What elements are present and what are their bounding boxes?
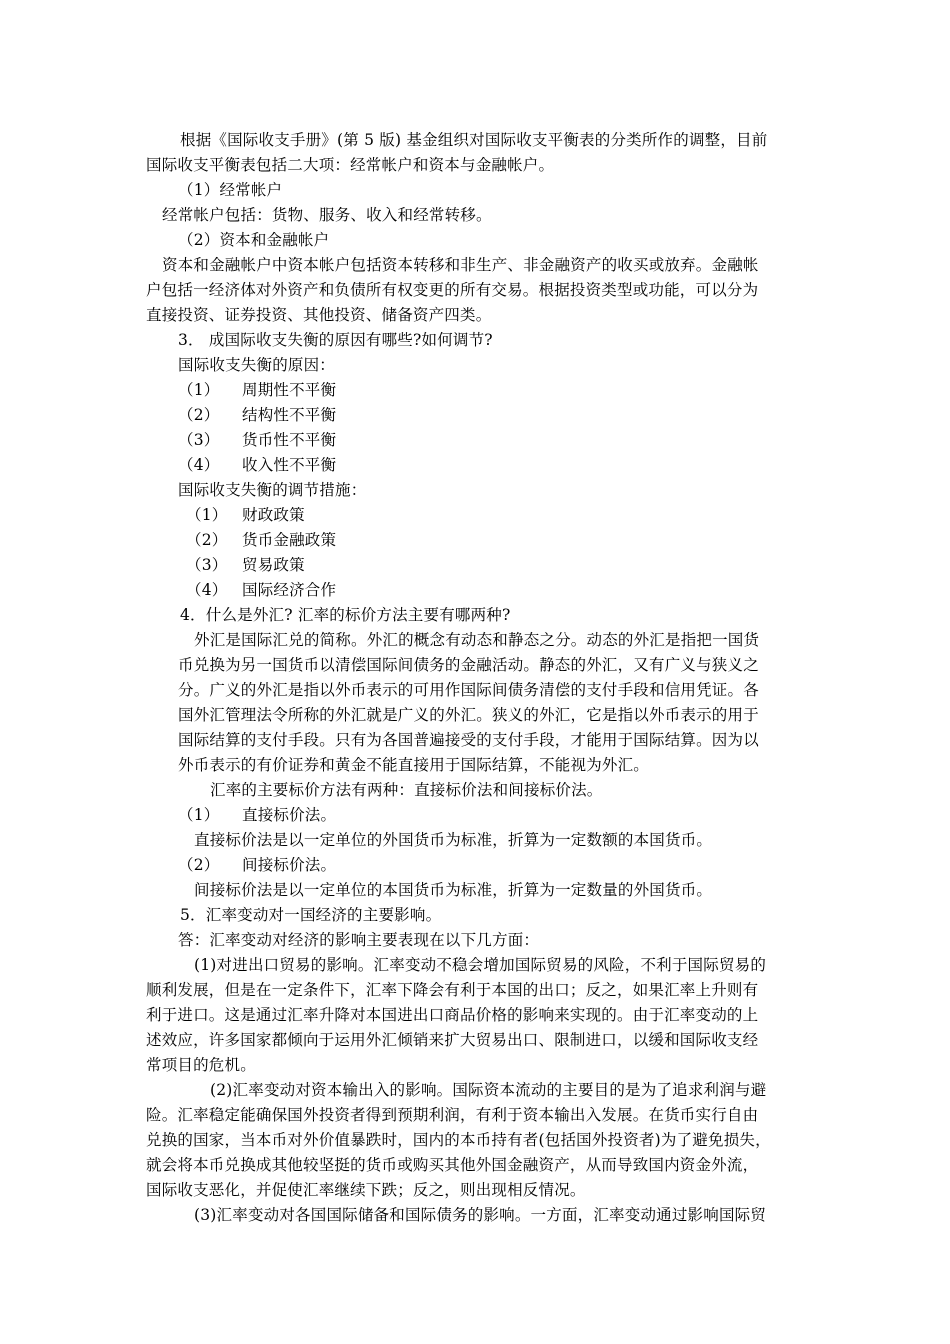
question-title: 5．汇率变动对一国经济的主要影响。 — [180, 906, 442, 924]
question-title: 4．什么是外汇? 汇率的标价方法主要有哪两种? — [180, 606, 511, 624]
list-item-text: 周期性不平衡 — [242, 381, 337, 399]
list-item-text: 收入性不平衡 — [242, 456, 337, 474]
paragraph-line: 国外汇管理法令所称的外汇就是广义的外汇。狭义的外汇，它是指以外币表示的用于 — [178, 706, 759, 724]
paragraph-line: 汇率的主要标价方法有两种：直接标价法和间接标价法。 — [210, 781, 603, 799]
list-item-number: （4） — [186, 581, 228, 599]
paragraph-line: 外币表示的有价证券和黄金不能直接用于国际结算，不能视为外汇。 — [178, 756, 650, 774]
paragraph-line: (1)对进出口贸易的影响。汇率变动不稳会增加国际贸易的风险，不利于国际贸易的 — [194, 956, 767, 974]
answer-intro: 答：汇率变动对经济的影响主要表现在以下几方面： — [178, 931, 540, 949]
list-item-number: （1） — [178, 381, 220, 399]
list-item-number: （2） — [178, 406, 220, 424]
paragraph-line: 币兑换为另一国货币以清偿国际间债务的金融活动。静态的外汇，又有广义与狭义之 — [178, 656, 759, 674]
list-item-text: 间接标价法。 — [242, 856, 337, 874]
list-item-text: 货币性不平衡 — [242, 431, 337, 449]
list-item — [178, 428, 336, 453]
paragraph-line: 经常帐户包括：货物、服务、收入和经常转移。 — [162, 206, 492, 224]
paragraph-line: 兑换的国家，当本币对外价值暴跌时，国内的本币持有者(包括国外投资者)为了避免损失， — [146, 1131, 771, 1149]
paragraph-line: 间接标价法是以一定单位的本国货币为标准，折算为一定数量的外国货币。 — [194, 881, 713, 899]
list-item-number: （4） — [178, 456, 220, 474]
paragraph-line: 根据《国际收支手册》(第 5 版) 基金组织对国际收支平衡表的分类所作的调整，目前 — [180, 131, 768, 149]
paragraph-line: 利于进口。这是通过汇率升降对本国进出口商品价格的影响来实现的。由于汇率变动的上 — [146, 1006, 759, 1024]
paragraph-line: 直接投资、证券投资、其他投资、储备资产四类。 — [146, 306, 492, 324]
paragraph-line: 顺利发展，但是在一定条件下，汇率下降会有利于本国的出口；反之，如果汇率上升则有 — [146, 981, 759, 999]
paragraph-line: 分。广义的外汇是指以外币表示的可用作国际间债务清偿的支付手段和信用凭证。各 — [178, 681, 759, 699]
list-item-text: 结构性不平衡 — [242, 406, 337, 424]
paragraph-line: 外汇是国际汇兑的简称。外汇的概念有动态和静态之分。动态的外汇是指把一国货 — [194, 631, 760, 649]
list-item — [178, 403, 336, 428]
list-item — [186, 503, 305, 528]
list-item-text: 国际经济合作 — [242, 581, 337, 599]
list-item — [178, 803, 336, 828]
paragraph-line: 资本和金融帐户中资本帐户包括资本转移和非生产、非金融资产的收买或放弃。金融帐 — [162, 256, 759, 274]
list-item-text: 贸易政策 — [242, 556, 305, 574]
list-item-number: （2） — [178, 856, 220, 874]
list-item-text: 货币金融政策 — [242, 531, 337, 549]
list-heading: 国际收支失衡的原因： — [178, 356, 336, 374]
paragraph-line: 户包括一经济体对外资产和负债所有权变更的所有交易。根据投资类型或功能，可以分为 — [146, 281, 759, 299]
paragraph-line: 述效应，许多国家都倾向于运用外汇倾销来扩大贸易出口、限制进口，以缓和国际收支经 — [146, 1031, 759, 1049]
list-item-number: （1） — [186, 506, 228, 524]
paragraph-line: 国际收支恶化，并促使汇率继续下跌；反之，则出现相反情况。 — [146, 1181, 586, 1199]
list-item — [186, 578, 336, 603]
question-title: 3． 成国际收支失衡的原因有哪些?如何调节? — [178, 331, 493, 349]
list-item-number: （3） — [186, 556, 228, 574]
section-heading: （2）资本和金融帐户 — [178, 231, 330, 249]
paragraph-line: 国际结算的支付手段。只有为各国普遍接受的支付手段，才能用于国际结算。因为以 — [178, 731, 759, 749]
paragraph-line: 常项目的危机。 — [146, 1056, 256, 1074]
list-heading: 国际收支失衡的调节措施： — [178, 481, 367, 499]
list-item-number: （1） — [178, 806, 220, 824]
list-item — [186, 528, 336, 553]
paragraph-line: 就会将本币兑换成其他较坚挺的货币或购买其他外国金融资产，从而导致国内资金外流， — [146, 1156, 759, 1174]
paragraph-line: (2)汇率变动对资本输出入的影响。国际资本流动的主要目的是为了追求利润与避 — [210, 1081, 767, 1099]
list-item — [178, 853, 336, 878]
list-item — [186, 553, 305, 578]
paragraph-line: 国际收支平衡表包括二大项：经常帐户和资本与金融帐户。 — [146, 156, 555, 174]
list-item-number: （2） — [186, 531, 228, 549]
paragraph-line: 险。汇率稳定能确保国外投资者得到预期利润，有利于资本输出入发展。在货币实行自由 — [146, 1106, 759, 1124]
section-heading: （1）经常帐户 — [178, 181, 283, 199]
list-item-number: （3） — [178, 431, 220, 449]
paragraph-line: 直接标价法是以一定单位的外国货币为标准，折算为一定数额的本国货币。 — [194, 831, 713, 849]
list-item-text: 财政政策 — [242, 506, 305, 524]
list-item — [178, 378, 336, 403]
paragraph-line: (3)汇率变动对各国国际储备和国际债务的影响。一方面，汇率变动通过影响国际贸 — [194, 1206, 767, 1224]
list-item-text: 直接标价法。 — [242, 806, 337, 824]
list-item — [178, 453, 336, 478]
